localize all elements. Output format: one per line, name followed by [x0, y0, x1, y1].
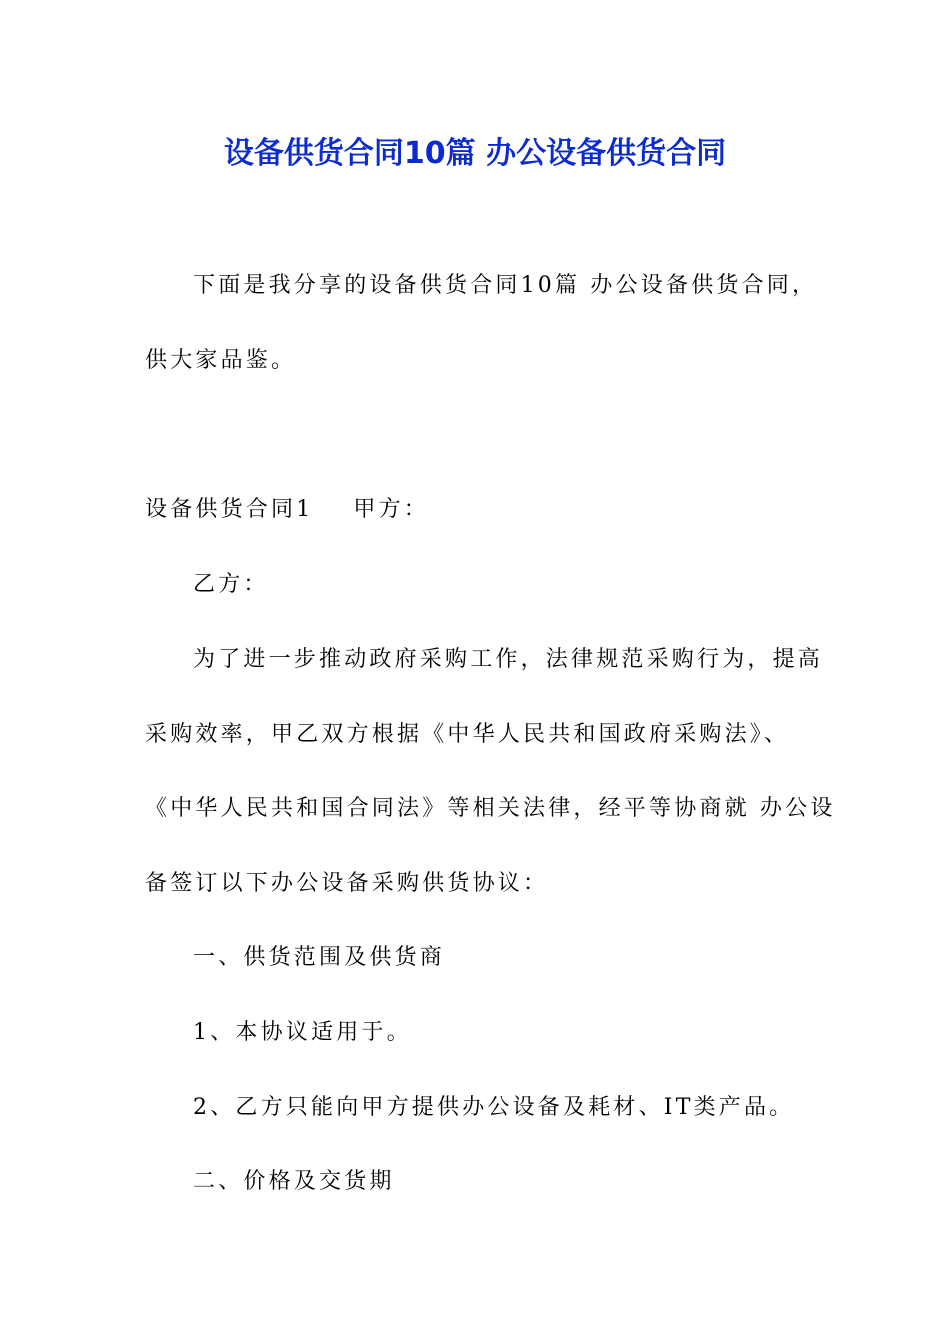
section-2-heading: 二、价格及交货期	[193, 1169, 395, 1194]
intro-line-2: 供大家品鉴。	[145, 348, 297, 373]
section-1-heading: 一、供货范围及供货商	[193, 945, 446, 970]
contract-heading: 设备供货合同1	[145, 497, 314, 522]
party-b-label: 乙方：	[193, 572, 269, 597]
clause-2: 2、乙方只能向甲方提供办公设备及耗材、IT类产品。	[193, 1095, 795, 1120]
contract-heading-row	[145, 495, 825, 525]
clause-1: 1、本协议适用于。	[193, 1020, 412, 1045]
intro-line-1: 下面是我分享的设备供货合同10篇 办公设备供货合同，	[193, 273, 818, 298]
preamble-line-2: 采购效率，甲乙双方根据《中华人民共和国政府采购法》、	[145, 722, 790, 747]
document-title: 设备供货合同10篇 办公设备供货合同	[223, 136, 727, 171]
preamble-line-4: 备签订以下办公设备采购供货协议：	[145, 871, 549, 896]
party-a-label: 甲方：	[353, 497, 430, 522]
preamble-line-3: 《中华人民共和国合同法》等相关法律，经平等协商就 办公设	[145, 796, 836, 821]
preamble-line-1: 为了进一步推动政府采购工作，法律规范采购行为，提高	[193, 647, 824, 672]
